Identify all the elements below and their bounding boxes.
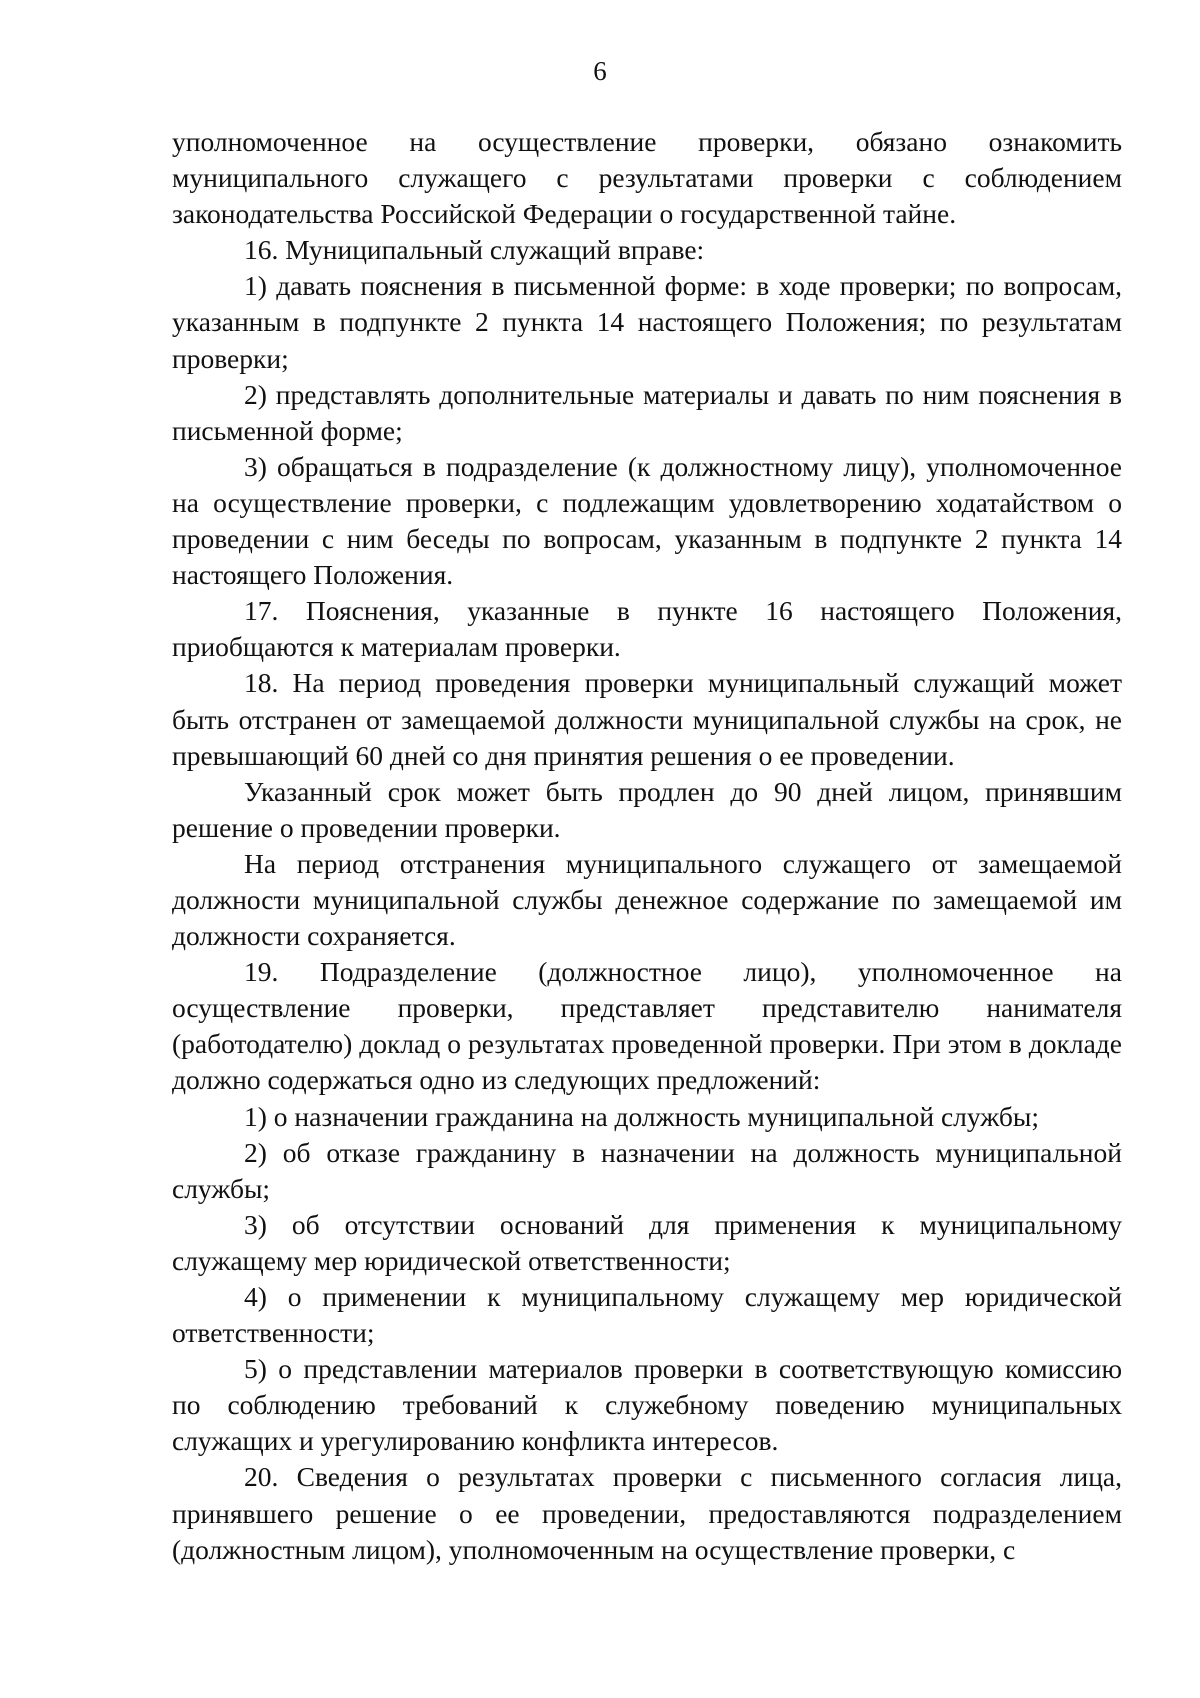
paragraph-16-subitem-2: 2) представлять дополнительные материалы и давать по ним пояснения в письменной форме; <box>172 378 1122 446</box>
paragraph-18-salary: На период отстранения муниципального служащего от замещаемой должности муниципальной службы денежное содержание по замещаемой им должности сохраняется. <box>172 847 1122 952</box>
paragraph-item-20: 20. Сведения о результатах проверки с письменного согласия лица, принявшего решение о ее проведении, предоставляются подразделением (должностным лицом), уполномоченным на осуществление проверки, с <box>172 1461 1122 1565</box>
paragraph-19-subitem-2: 2) об отказе гражданину в назначении на должность муниципальной службы; <box>172 1136 1122 1204</box>
paragraph-19-subitem-3: 3) об отсутствии оснований для применения к муниципальному служащему мер юридической ответственности; <box>172 1208 1122 1276</box>
paragraph-16-subitem-1: 1) давать пояснения в письменной форме: в ходе проверки; по вопросам, указанным в подпункте 2 пункта 14 настоящего Положения; по результатам проверки; <box>172 270 1122 374</box>
paragraph-19-subitem-4: 4) о применении к муниципальному служащему мер юридической ответственности; <box>172 1281 1122 1349</box>
paragraph-continuation: уполномоченное на осуществление проверки, обязано ознакомить муниципального служащего с результатами проверки с соблюдением законодательства Российской Федерации о государственной тайне. <box>172 126 1122 230</box>
paragraph-18-extension: Указанный срок может быть продлен до 90 дней лицом, принявшим решение о проведении проверки. <box>172 775 1122 843</box>
paragraph-16-subitem-3: 3) обращаться в подразделение (к должностному лицу), уполномоченное на осуществление проверки, с подлежащим удовлетворению ходатайством о проведении с ним беседы по вопросам, указанным в подпункте 2 пункта 14 настоящего Положения. <box>172 450 1122 591</box>
paragraph-item-16: 16. Муниципальный служащий вправе: <box>244 234 705 266</box>
paragraph-item-18: 18. На период проведения проверки муниципальный служащий может быть отстранен от замещаемой должности муниципальной службы на срок, не превышающий 60 дней со дня принятия решения о ее проведении. <box>172 667 1122 771</box>
paragraph-item-19: 19. Подразделение (должностное лицо), уполномоченное на осуществление проверки, представляет представителю нанимателя (работодателю) доклад о результатах проведенной проверки. При этом в докладе должно содержаться одно из следующих предложений: <box>172 956 1122 1096</box>
paragraph-19-subitem-5: 5) о представлении материалов проверки в соответствующую комиссию по соблюдению требований к служебному поведению муниципальных служащих и урегулированию конфликта интересов. <box>172 1353 1122 1457</box>
page-number: 6 <box>593 56 607 86</box>
document-body <box>172 124 1122 1568</box>
paragraph-19-subitem-1: 1) о назначении гражданина на должность муниципальной службы; <box>244 1100 1040 1132</box>
paragraph-item-17: 17. Пояснения, указанные в пункте 16 настоящего Положения, приобщаются к материалам проверки. <box>172 595 1122 663</box>
